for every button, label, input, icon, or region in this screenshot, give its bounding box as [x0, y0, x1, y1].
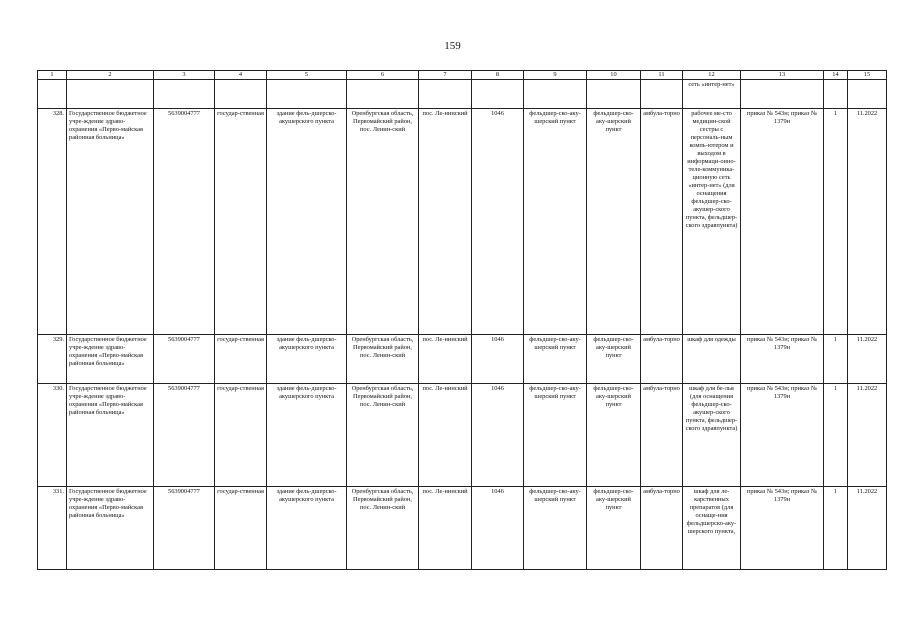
column-number: 2 — [67, 71, 154, 80]
settlement: пос. Ле-нинский — [419, 384, 472, 487]
inn: 5639004777 — [154, 109, 215, 335]
continuation-row — [38, 80, 887, 109]
subunit: фельдшер-ско-аку-шерский пункт — [587, 109, 641, 335]
row-number: 330. — [38, 384, 67, 487]
unit: фельдшер-ско-аку-шерский пункт — [524, 335, 587, 384]
date: 11.2022 — [848, 384, 887, 487]
building: здание фель-дшерско-акушерского пункта — [267, 335, 347, 384]
column-number: 14 — [824, 71, 848, 80]
date: 11.2022 — [848, 487, 887, 570]
care-type: амбула-торно — [641, 487, 683, 570]
settlement: пос. Ле-нинский — [419, 335, 472, 384]
ownership: государ-ственная — [215, 487, 267, 570]
unit: фельдшер-ско-аку-шерский пункт — [524, 384, 587, 487]
region: Оренбургская область, Первомайский район, пос. Ленин-ский — [347, 335, 419, 384]
column-number: 4 — [215, 71, 267, 80]
ownership: государ-ственная — [215, 384, 267, 487]
equipment: шкаф для бе-лья (для оснащения фельдшер-ско-акушер-ского пункта, фельдшер-ского здравпункта) — [683, 384, 741, 487]
orders: приказ № 543н; приказ № 1379н — [741, 109, 824, 335]
orders: приказ № 543н; приказ № 1379н — [741, 487, 824, 570]
unit: фельдшер-ско-аку-шерский пункт — [524, 487, 587, 570]
table-row — [38, 384, 887, 487]
row-number: 328. — [38, 109, 67, 335]
orders: приказ № 543н; приказ № 1379н — [741, 384, 824, 487]
column-number: 7 — [419, 71, 472, 80]
column-number: 1 — [38, 71, 67, 80]
table-row — [38, 335, 887, 384]
subunit: фельдшер-ско-аку-шерский пункт — [587, 384, 641, 487]
equipment: шкаф для одежды — [683, 335, 741, 384]
building: здание фель-дшерско-акушерского пункта — [267, 487, 347, 570]
column-number: 5 — [267, 71, 347, 80]
equipment: рабочее ме-сто медицин-ской сестры с персональ-ным компь-ютером и выходом в информаци-онно-теле-коммуника-ционную сеть «интер-нет» (для оснащения фельдшер-ско-акушер-ского пункта, фельдшер-ского здравпункта) — [683, 109, 741, 335]
code: 1046 — [472, 487, 524, 570]
building: здание фель-дшерско-акушерского пункта — [267, 384, 347, 487]
quantity: 1 — [824, 109, 848, 335]
orders: приказ № 543н; приказ № 1379н — [741, 335, 824, 384]
register-table — [37, 70, 887, 570]
region: Оренбургская область, Первомайский район, пос. Ленин-ский — [347, 109, 419, 335]
subunit: фельдшер-ско-аку-шерский пункт — [587, 335, 641, 384]
unit: фельдшер-ско-аку-шерский пункт — [524, 109, 587, 335]
inn: 5639004777 — [154, 487, 215, 570]
care-type: амбула-торно — [641, 335, 683, 384]
organization: Государственное бюджетное учре-ждение здраво-охранения «Перво-майская районная больница» — [67, 384, 154, 487]
column-number: 9 — [524, 71, 587, 80]
ownership: государ-ственная — [215, 109, 267, 335]
column-number: 15 — [848, 71, 887, 80]
inn: 5639004777 — [154, 384, 215, 487]
building: здание фель-дшерско-акушерского пункта — [267, 109, 347, 335]
code: 1046 — [472, 335, 524, 384]
quantity: 1 — [824, 384, 848, 487]
date: 11.2022 — [848, 335, 887, 384]
care-type: амбула-торно — [641, 384, 683, 487]
quantity: 1 — [824, 487, 848, 570]
region: Оренбургская область, Первомайский район, пос. Ленин-ский — [347, 384, 419, 487]
page-number: 159 — [444, 40, 461, 52]
organization: Государственное бюджетное учре-ждение здраво-охранения «Перво-майская районная больница» — [67, 109, 154, 335]
organization: Государственное бюджетное учре-ждение здраво-охранения «Перво-майская районная больница» — [67, 487, 154, 570]
column-number: 12 — [683, 71, 741, 80]
equipment: шкаф для ле-карственных препаратов (для оснаще-ния фельдшерско-аку-шерского пункта, — [683, 487, 741, 570]
continuation-equipment: сеть «интер-нет» — [683, 80, 741, 109]
organization: Государственное бюджетное учре-ждение здраво-охранения «Перво-майская районная больница» — [67, 335, 154, 384]
region: Оренбургская область, Первомайский район, пос. Ленин-ский — [347, 487, 419, 570]
settlement: пос. Ле-нинский — [419, 487, 472, 570]
subunit: фельдшер-ско-аку-шерский пункт — [587, 487, 641, 570]
table-row — [38, 109, 887, 335]
column-number: 10 — [587, 71, 641, 80]
ownership: государ-ственная — [215, 335, 267, 384]
table-row — [38, 487, 887, 570]
column-number: 8 — [472, 71, 524, 80]
inn: 5639004777 — [154, 335, 215, 384]
quantity: 1 — [824, 335, 848, 384]
column-number: 13 — [741, 71, 824, 80]
row-number: 329. — [38, 335, 67, 384]
code: 1046 — [472, 109, 524, 335]
column-number: 11 — [641, 71, 683, 80]
column-number: 3 — [154, 71, 215, 80]
column-number: 6 — [347, 71, 419, 80]
settlement: пос. Ле-нинский — [419, 109, 472, 335]
row-number: 331. — [38, 487, 67, 570]
date: 11.2022 — [848, 109, 887, 335]
code: 1046 — [472, 384, 524, 487]
care-type: амбула-торно — [641, 109, 683, 335]
column-numbers-row — [38, 71, 887, 80]
